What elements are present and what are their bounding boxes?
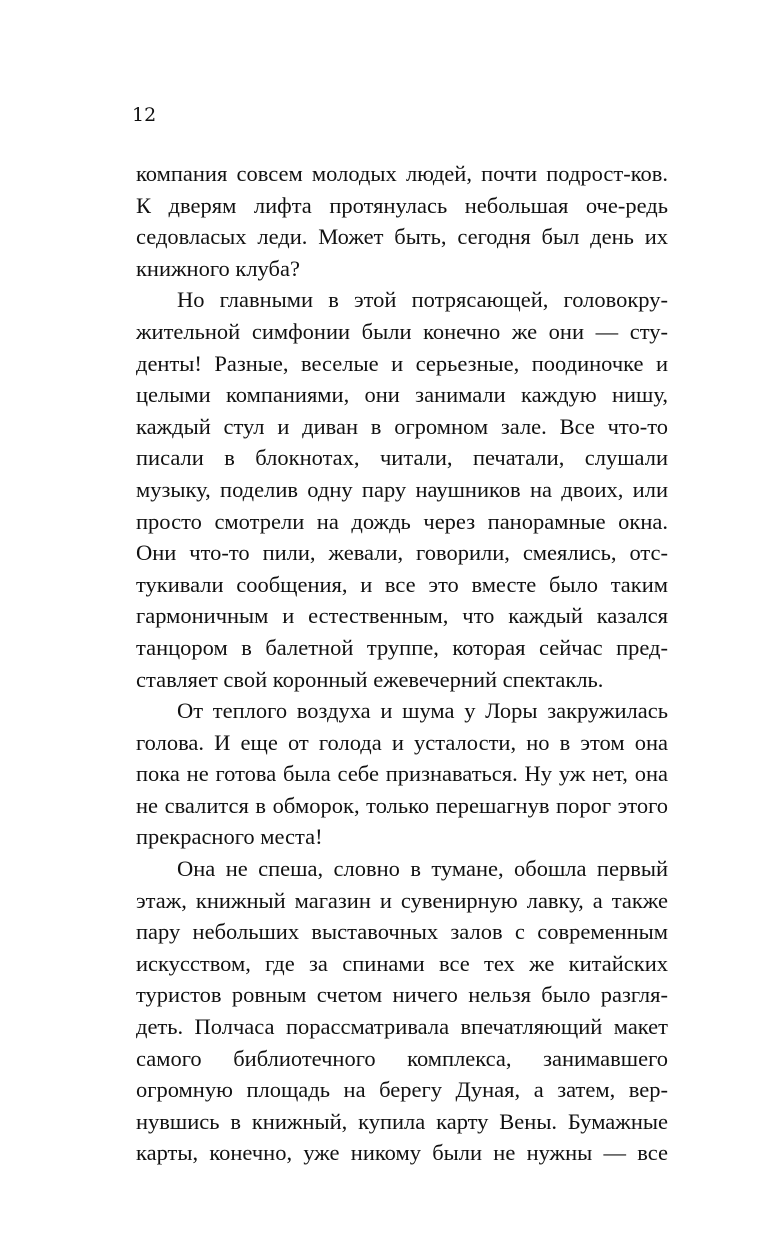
paragraph-students: Но главными в этой потрясающей, головокру-жительной симфонии были конечно же они — сту-денты! Разные, веселые и серьезные, поодиночке и целыми компаниями, они занимали каждую нишу, каждый стул и диван в огромном зале. Все что-то писали в блокнотах, читали, печатали, слушали музыку, поделив одну пару наушников на двоих, или просто смотрели на дождь через панорамные окна. Они что-то пили, жевали, говорили, смеялись, отс-тукивали сообщения, и все это вместе было таким гармоничным и естественным, что каждый казался танцором в балетной труппе, которая сейчас пред-ставляет свой коронный ежевечерний спектакль. xyxy=(136,287,668,692)
paragraph-first-floor: Она не спеша, словно в тумане, обошла первый этаж, книжный магазин и сувенирную лавку, а также пару небольших выставочных залов с современным искусством, где за спинами все тех же китайских туристов ровным счетом ничего нельзя было разгля-деть. Полчаса порассматривала впечатляющий макет самого библиотечного комплекса, занимавшего огромную площадь на берегу Дуная, а затем, вер-нувшись в книжный, купила карту Вены. Бумажные карты, конечно, уже никому были не нужны — все xyxy=(136,856,668,1166)
paragraph-lora-dizzy: От теплого воздуха и шума у Лоры закружилась голова. И еще от голода и усталости, но в этом она пока не готова была себе признаваться. Ну уж нет, она не свалится в обморок, только перешагнув порог этого прекрасного места! xyxy=(136,698,668,850)
body-text xyxy=(136,158,668,1169)
page-number: 12 xyxy=(132,104,157,126)
paragraph-continuation: компания совсем молодых людей, почти подрост-ков. К дверям лифта протянулась небольшая оче-редь седовласых леди. Может быть, сегодня был день их книжного клуба? xyxy=(136,161,668,281)
